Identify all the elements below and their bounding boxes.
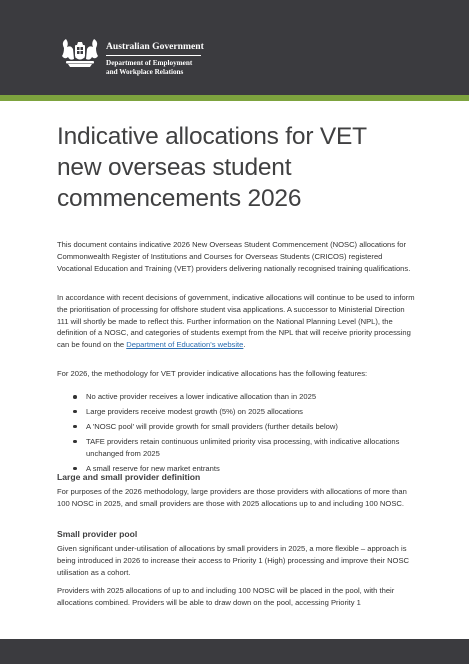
provider-definition-paragraph: For purposes of the 2026 methodology, large providers are those providers with allocations of more than 100 NOSC in 2025, and small providers are those with 2025 allocations up to and including 100 NOSC.: [57, 487, 407, 508]
intro-paragraph-2-text: In accordance with recent decisions of government, indicative allocations will continue to be used to inform the prioritisation of processing for offshore student visa applications. A successor to Ministerial Direction 111 will shortly be made to reflect this. Further information on the National Planning Level (NPL), the definition of a NOSC, and categories of students exempt from the NPL that will receive priority processing can be found on the: [57, 293, 415, 350]
branding-divider: [106, 55, 201, 56]
intro-paragraph-2: [57, 292, 417, 351]
page-header: [0, 0, 469, 95]
document-title: [57, 121, 427, 214]
department-name-line1: Department of Employment: [106, 59, 193, 67]
page-footer: [0, 639, 469, 664]
header-accent-stripe: [0, 95, 469, 101]
intro-paragraph-2-end: .: [243, 340, 246, 350]
feature-item: A 'NOSC pool' will provide growth for small providers (further details below): [57, 421, 417, 433]
feature-item: A small reserve for new market entrants: [57, 463, 417, 475]
government-branding: [106, 41, 204, 77]
government-name: Australian Government: [106, 41, 204, 52]
intro-paragraph-1: This document contains indicative 2026 New Overseas Student Commencement (NOSC) allocations for Commonwealth Register of Institutions and Courses for Overseas Students (CRICOS) registered Vocational Education and Training (VET) providers delivering nationally recognised training qualifications.: [57, 240, 411, 273]
features-list: [57, 391, 417, 478]
section-heading-provider-definition: Large and small provider definition: [57, 472, 201, 482]
department-website-link[interactable]: Department of Education's website: [126, 340, 244, 350]
title-line-1: Indicative allocations for VET: [57, 123, 367, 150]
section-heading-small-provider-pool: Small provider pool: [57, 529, 138, 539]
intro-paragraph-3: For 2026, the methodology for VET provider indicative allocations has the following features:: [57, 369, 368, 378]
department-name-line2: and Workplace Relations: [106, 68, 184, 76]
coat-of-arms-icon: [58, 34, 102, 72]
feature-item: No active provider receives a lower indicative allocation than in 2025: [57, 391, 417, 403]
title-line-3: commencements 2026: [57, 185, 302, 212]
feature-item: Large providers receive modest growth (5%) on 2025 allocations: [57, 406, 417, 418]
title-line-2: new overseas student: [57, 154, 292, 181]
small-provider-pool-paragraph-2: Providers with 2025 allocations of up to and including 100 NOSC will be placed in the pool, with their allocations combined. Providers will be able to draw down on the pool, accessing Priority 1: [57, 586, 395, 607]
small-provider-pool-paragraph-1: Given significant under-utilisation of allocations by small providers in 2025, a more flexible – approach is being introduced in 2026 to increase their access to Priority 1 (High) processing and improve their NOSC utilisation as a cohort.: [57, 544, 410, 577]
feature-item: TAFE providers retain continuous unlimited priority visa processing, with indicative allocations unchanged from 2025: [57, 436, 417, 460]
